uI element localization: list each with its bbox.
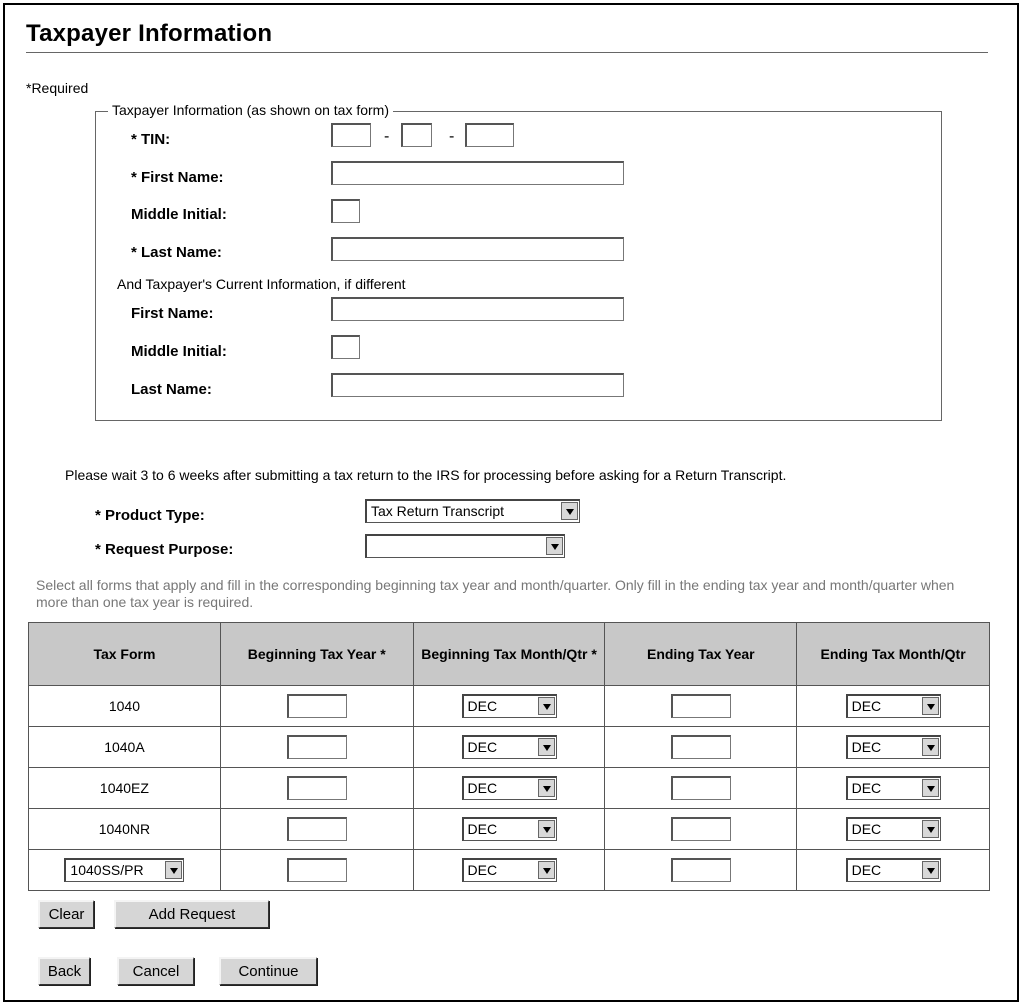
middle-initial-input[interactable]	[331, 199, 360, 223]
ending-month-select[interactable]	[846, 858, 941, 882]
beginning-tax-year-input[interactable]	[287, 776, 347, 800]
current-middle-initial-input[interactable]	[331, 335, 360, 359]
current-middle-initial-label: Middle Initial:	[131, 343, 227, 360]
beginning-month-value: DEC	[467, 821, 498, 837]
first-name-label: * First Name:	[131, 169, 224, 186]
beginning-month-value: DEC	[467, 698, 498, 714]
tax-form-select-value: 1040SS/PR	[70, 862, 144, 878]
table-row	[29, 809, 990, 850]
continue-button[interactable]: Continue	[219, 957, 317, 985]
table-row	[29, 768, 990, 809]
request-purpose-label: * Request Purpose:	[95, 541, 234, 558]
middle-initial-label: Middle Initial:	[131, 206, 227, 223]
forms-instructions: Select all forms that apply and fill in the corresponding beginning tax year and month/quarter. Only fill in the ending tax year and month/quarter when more than one tax year is required.	[36, 577, 955, 610]
current-last-name-label: Last Name:	[131, 381, 212, 398]
last-name-input[interactable]	[331, 237, 624, 261]
wait-note: Please wait 3 to 6 weeks after submitting a tax return to the IRS for processing before asking for a Return Transcript.	[65, 467, 787, 483]
table-header-row	[29, 623, 990, 686]
ending-month-value: DEC	[851, 780, 882, 796]
beginning-month-select[interactable]	[462, 858, 557, 882]
tax-form-name: 1040	[29, 686, 221, 727]
beginning-month-value: DEC	[467, 739, 498, 755]
tin-part1-input[interactable]	[331, 123, 371, 147]
beginning-tax-year-input[interactable]	[287, 817, 347, 841]
ending-tax-year-input[interactable]	[671, 858, 731, 882]
table-row	[29, 850, 990, 891]
header-tax-form: Tax Form	[29, 623, 221, 686]
ending-tax-year-input[interactable]	[671, 735, 731, 759]
beginning-month-select[interactable]	[462, 694, 557, 718]
title-divider	[26, 52, 988, 53]
chevron-down-icon	[922, 738, 939, 756]
ending-month-value: DEC	[851, 739, 882, 755]
chevron-down-icon	[165, 861, 182, 879]
add-request-button[interactable]: Add Request	[114, 900, 269, 928]
tax-form-name: 1040EZ	[29, 768, 221, 809]
ending-month-value: DEC	[851, 862, 882, 878]
current-info-heading: And Taxpayer's Current Information, if different	[117, 276, 406, 292]
table-row	[29, 686, 990, 727]
beginning-tax-year-input[interactable]	[287, 694, 347, 718]
tax-form-table	[28, 622, 990, 891]
tin-part3-input[interactable]	[465, 123, 514, 147]
beginning-month-select[interactable]	[462, 735, 557, 759]
chevron-down-icon	[538, 779, 555, 797]
clear-button[interactable]: Clear	[38, 900, 94, 928]
chevron-down-icon	[561, 502, 578, 520]
page-title: Taxpayer Information	[26, 20, 273, 47]
beginning-tax-year-input[interactable]	[287, 735, 347, 759]
current-first-name-input[interactable]	[331, 297, 624, 321]
ending-month-select[interactable]	[846, 694, 941, 718]
chevron-down-icon	[538, 861, 555, 879]
tax-form-name: 1040A	[29, 727, 221, 768]
first-name-input[interactable]	[331, 161, 624, 185]
ending-month-value: DEC	[851, 821, 882, 837]
tax-form-select[interactable]	[64, 858, 184, 882]
header-beginning-month-qtr: Beginning Tax Month/Qtr *	[413, 623, 605, 686]
request-purpose-select[interactable]	[365, 534, 565, 558]
ending-tax-year-input[interactable]	[671, 694, 731, 718]
beginning-month-value: DEC	[467, 862, 498, 878]
chevron-down-icon	[922, 861, 939, 879]
tax-form-name: 1040NR	[29, 809, 221, 850]
chevron-down-icon	[538, 738, 555, 756]
beginning-month-select[interactable]	[462, 817, 557, 841]
chevron-down-icon	[922, 697, 939, 715]
tin-separator: -	[384, 128, 390, 145]
chevron-down-icon	[538, 697, 555, 715]
back-button[interactable]: Back	[38, 957, 90, 985]
product-type-label: * Product Type:	[95, 507, 205, 524]
chevron-down-icon	[538, 820, 555, 838]
chevron-down-icon	[546, 537, 563, 555]
header-beginning-tax-year: Beginning Tax Year *	[220, 623, 413, 686]
chevron-down-icon	[922, 779, 939, 797]
tin-label: * TIN:	[131, 131, 171, 148]
ending-month-select[interactable]	[846, 776, 941, 800]
ending-month-select[interactable]	[846, 817, 941, 841]
header-ending-tax-year: Ending Tax Year	[605, 623, 797, 686]
header-ending-month-qtr: Ending Tax Month/Qtr	[797, 623, 990, 686]
ending-month-value: DEC	[851, 698, 882, 714]
beginning-month-value: DEC	[467, 780, 498, 796]
current-last-name-input[interactable]	[331, 373, 624, 397]
product-type-value: Tax Return Transcript	[371, 503, 505, 519]
table-row	[29, 727, 990, 768]
ending-tax-year-input[interactable]	[671, 776, 731, 800]
beginning-month-select[interactable]	[462, 776, 557, 800]
tin-separator: -	[449, 128, 455, 145]
current-first-name-label: First Name:	[131, 305, 214, 322]
ending-month-select[interactable]	[846, 735, 941, 759]
chevron-down-icon	[922, 820, 939, 838]
required-note: *Required	[26, 80, 89, 96]
beginning-tax-year-input[interactable]	[287, 858, 347, 882]
ending-tax-year-input[interactable]	[671, 817, 731, 841]
cancel-button[interactable]: Cancel	[117, 957, 194, 985]
product-type-select[interactable]	[365, 499, 580, 523]
taxpayer-legend: Taxpayer Information (as shown on tax form)	[108, 102, 393, 118]
last-name-label: * Last Name:	[131, 244, 222, 261]
tin-part2-input[interactable]	[401, 123, 432, 147]
